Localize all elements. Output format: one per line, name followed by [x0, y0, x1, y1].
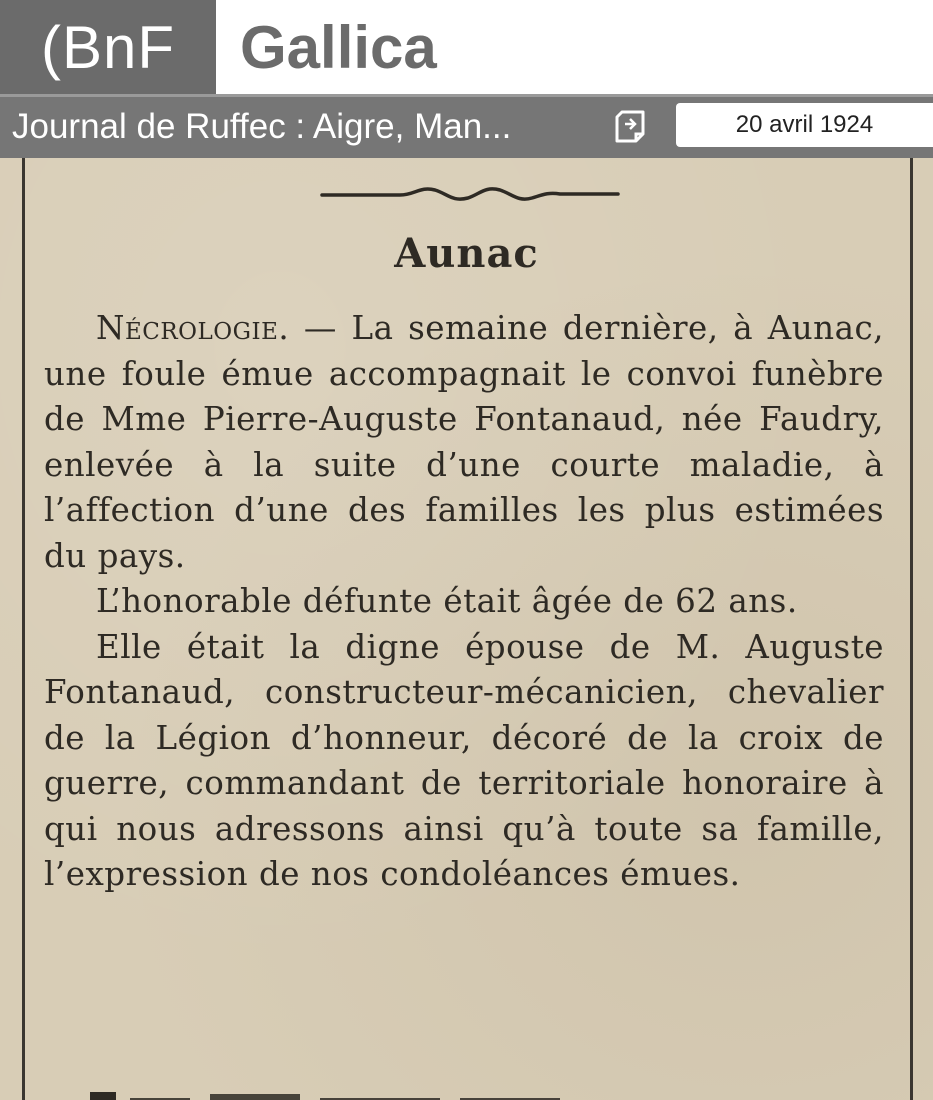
cropped-next-line	[90, 1084, 570, 1100]
gallica-logo[interactable]: Gallica	[240, 14, 437, 81]
article-body	[44, 306, 884, 898]
paragraph-1-text: — La semaine dernière, à Aunac, une foule émue accompagnait le convoi funèbre de Mme Pierre-Auguste Fontanaud, née Faudry, enlevée à la suite d’une courte maladie, à l’affection d’une des familles les plus estimées du pays.	[44, 309, 884, 575]
document-title-bar	[0, 94, 933, 158]
bnf-logo-text: (BnF	[40, 13, 176, 81]
edit-note-button[interactable]	[608, 103, 656, 151]
bnf-logo[interactable]	[0, 0, 216, 94]
article-title: Aunac	[394, 230, 539, 277]
column-rule-right	[910, 158, 913, 1100]
issue-date-label: 20 avril 1924	[735, 111, 874, 138]
paragraph-3: Elle était la digne épouse de M. Auguste Fontanaud, constructeur-mécanicien, chevalier de la Légion d’honneur, décoré de la croix de guerre, commandant de territoriale honoraire à qui nous adressons ainsi qu’à toute sa famille, l’expression de nos condoléances émues.	[44, 627, 884, 893]
edit-note-icon	[613, 108, 651, 146]
document-title[interactable]: Journal de Ruffec : Aigre, Man...	[12, 107, 512, 146]
paragraph-2: L’honorable défunte était âgée de 62 ans.	[96, 582, 798, 620]
ornamental-divider	[320, 180, 620, 210]
column-rule-left	[22, 158, 25, 1100]
lead-word: Nécrologie.	[96, 309, 290, 347]
newspaper-scan[interactable]	[0, 158, 933, 1100]
paragraph-1	[44, 306, 884, 579]
issue-date[interactable]	[676, 103, 933, 147]
brand-bar	[0, 0, 933, 94]
